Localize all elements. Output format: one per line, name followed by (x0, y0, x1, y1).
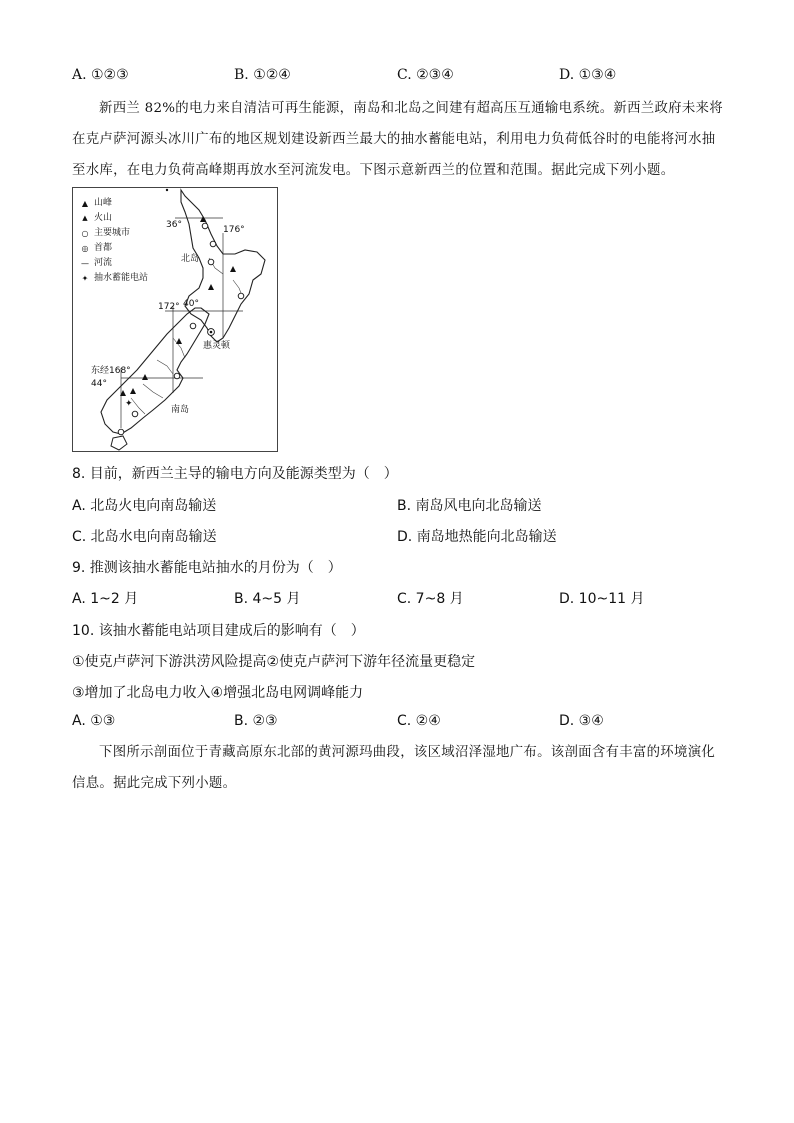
option-a[interactable]: A. ①②③ (72, 67, 129, 83)
prev-question-options (72, 67, 732, 87)
peak-icon: ▲ (81, 199, 89, 208)
city-icon: ○ (81, 229, 89, 238)
lat-40-label: 40° (183, 299, 199, 309)
wellington-label: 惠灵顿 (203, 341, 231, 351)
city-icon (132, 411, 138, 417)
city-icon (238, 293, 244, 299)
city-icon (202, 223, 208, 229)
lon-176-label: 176° (223, 225, 245, 235)
legend-item: ○ 主要城市 (79, 226, 148, 241)
q10-option-a[interactable]: A. ①③ (72, 713, 116, 729)
north-island-label: 北岛 (181, 254, 200, 264)
map-legend (79, 196, 148, 286)
legend-item: ▲ 山峰 (79, 196, 148, 211)
q9-option-a[interactable]: A. 1~2 月 (72, 591, 139, 607)
peak-icon (130, 388, 136, 394)
volcano-icon (230, 266, 236, 272)
option-d[interactable]: D. ①③④ (559, 67, 617, 83)
q8-option-b[interactable]: B. 南岛风电向北岛输送 (397, 498, 542, 514)
option-c[interactable]: C. ②③④ (397, 67, 454, 83)
question-8-stem: 8. 目前，新西兰主导的输电方向及能源类型为（ ） (72, 466, 398, 482)
south-island-label: 南岛 (171, 405, 190, 415)
river-icon: — (81, 259, 89, 268)
q8-option-d[interactable]: D. 南岛地热能向北岛输送 (397, 529, 557, 545)
city-icon (174, 373, 180, 379)
legend-item: ✦ 抽水蓄能电站 (79, 271, 148, 286)
q8-option-a[interactable]: A. 北岛火电向南岛输送 (72, 498, 217, 514)
new-zealand-map (72, 187, 278, 452)
volcano-icon: ▲ (82, 214, 88, 222)
city-icon (208, 259, 214, 265)
question-9-stem: 9. 推测该抽水蓄能电站抽水的月份为（ ） (72, 560, 342, 576)
q9-option-b[interactable]: B. 4~5 月 (234, 591, 301, 607)
intro-paragraph: 新西兰 82%的电力来自清洁可再生能源，南岛和北岛之间建有超高压互通输电系统。新西兰政府未来将在克卢萨河源头冰川广布的地区规划建设新西兰最大的抽水蓄能电站，利用电力负荷低谷时的电能将河水抽至水库，在电力负荷高峰期再放水至河流发电。下图示意新西兰的位置和范围。据此完成下列小题。 (72, 101, 723, 178)
q9-option-d[interactable]: D. 10~11 月 (559, 591, 645, 607)
q10-statement-1: ①使克卢萨河下游洪涝风险提高②使克卢萨河下游年径流量更稳定 (72, 654, 476, 670)
lon-168-label: 东经168° (91, 366, 131, 376)
legend-item: ▲ 火山 (79, 211, 148, 226)
peak-icon (176, 338, 182, 344)
q10-option-d[interactable]: D. ③④ (559, 713, 604, 729)
q10-option-c[interactable]: C. ②④ (397, 713, 441, 729)
city-icon (190, 323, 196, 329)
legend-item: ◎ 首都 (79, 241, 148, 256)
city-icon (210, 241, 216, 247)
pumped-storage-icon: ✦ (125, 399, 133, 409)
question-10-stem: 10. 该抽水蓄能电站项目建成后的影响有（ ） (72, 623, 365, 639)
q10-statement-2: ③增加了北岛电力收入④增强北岛电网调峰能力 (72, 685, 364, 701)
q9-option-c[interactable]: C. 7~8 月 (397, 591, 464, 607)
option-b[interactable]: B. ①②④ (234, 67, 291, 83)
lat-44-label: 44° (91, 379, 107, 389)
outro-paragraph: 下图所示剖面位于青藏高原东北部的黄河源玛曲段，该区域沼泽湿地广布。该剖面含有丰富的环境演化信息。据此完成下列小题。 (72, 745, 716, 791)
volcano-icon (200, 216, 206, 222)
q10-option-b[interactable]: B. ②③ (234, 713, 278, 729)
legend-item: — 河流 (79, 256, 148, 271)
pumped-storage-icon: ✦ (81, 274, 89, 283)
peak-icon (208, 284, 214, 290)
lon-172-label: 172° (158, 302, 180, 312)
peak-icon (142, 374, 148, 380)
q8-option-c[interactable]: C. 北岛水电向南岛输送 (72, 529, 217, 545)
lat-36-label: 36° (166, 220, 182, 230)
capital-icon: ◎ (81, 244, 89, 253)
city-icon (118, 429, 124, 435)
